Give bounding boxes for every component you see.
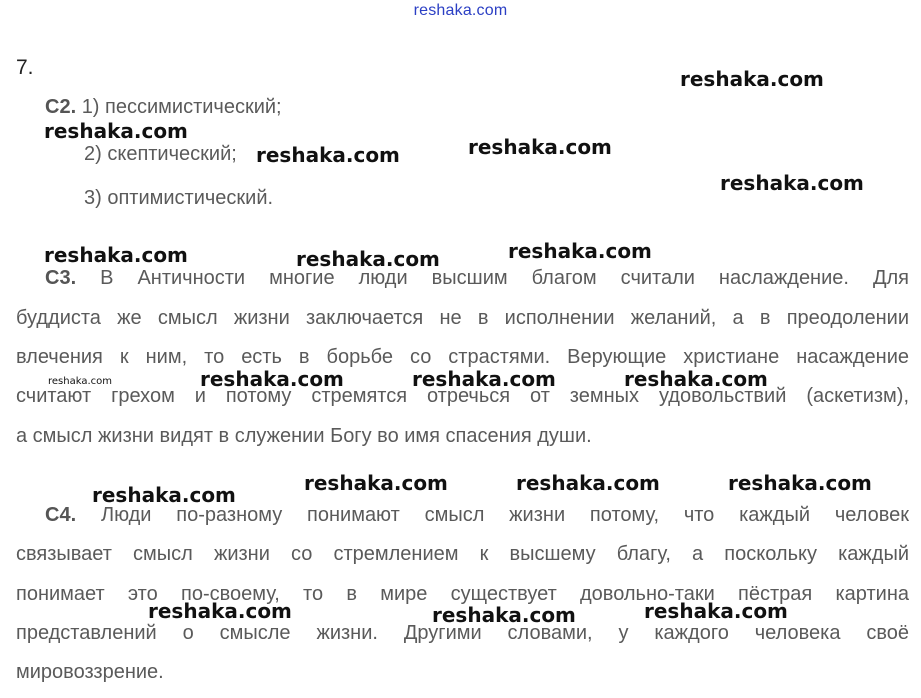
- watermark: reshaka.com: [644, 599, 788, 623]
- watermark: reshaka.com: [148, 599, 292, 623]
- c4-text-1: Люди по-разному понимают смысл жизни потому, что каждый человек: [100, 504, 909, 526]
- watermark: reshaka.com: [200, 367, 344, 391]
- watermark: reshaka.com: [624, 367, 768, 391]
- c3-line-1: [45, 265, 909, 291]
- watermark: reshaka.com: [720, 171, 864, 195]
- c2-item-1: 1) пессимистический;: [81, 96, 282, 118]
- watermark: reshaka.com: [728, 471, 872, 495]
- watermark: reshaka.com: [296, 247, 440, 271]
- task-number: 7.: [16, 56, 34, 79]
- c4-line-3: понимает это по-своему, то в мире существует довольно-таки пёстрая картина: [16, 583, 909, 605]
- c4-label: С4.: [45, 504, 77, 526]
- watermark: reshaka.com: [468, 135, 612, 159]
- c3-line-4: считают грехом и потому стремятся отречься от земных удовольствий (аскетизм),: [16, 385, 909, 407]
- c2-item-2: 2) скептический;: [84, 143, 237, 165]
- c3-line-3: влечения к ним, то есть в борьбе со страстями. Верующие христиане насаждение: [16, 346, 909, 368]
- c3-line-5: а смысл жизни видят в служении Богу во имя спасения души.: [16, 425, 592, 447]
- watermark-small: reshaka.com: [48, 376, 112, 387]
- watermark: reshaka.com: [516, 471, 660, 495]
- c4-line-4: представлений о смысле жизни. Другими словами, у каждого человека своё: [16, 622, 909, 644]
- watermark: reshaka.com: [44, 243, 188, 267]
- watermark: reshaka.com: [304, 471, 448, 495]
- watermark: reshaka.com: [508, 239, 652, 263]
- c2-item-3: 3) оптимистический.: [84, 187, 274, 209]
- c4-line-5: мировоззрение.: [16, 661, 164, 683]
- site-watermark-top: reshaka.com: [413, 2, 508, 19]
- watermark: reshaka.com: [256, 143, 400, 167]
- c3-line-2: буддиста же смысл жизни заключается не в исполнении желаний, а в преодолении: [16, 307, 909, 329]
- c4-line-2: связывает смысл жизни со стремлением к высшему благу, а поскольку каждый: [16, 543, 909, 565]
- watermark: reshaka.com: [412, 367, 556, 391]
- c3-label: С3.: [45, 267, 77, 289]
- c2-line-1: [45, 94, 921, 120]
- watermark: reshaka.com: [44, 119, 188, 143]
- c2-label: С2.: [45, 96, 77, 118]
- watermark: reshaka.com: [432, 603, 576, 627]
- watermark: reshaka.com: [680, 67, 824, 91]
- watermark: reshaka.com: [92, 483, 236, 507]
- c3-text-1: В Античности многие люди высшим благом считали наслаждение. Для: [100, 267, 909, 289]
